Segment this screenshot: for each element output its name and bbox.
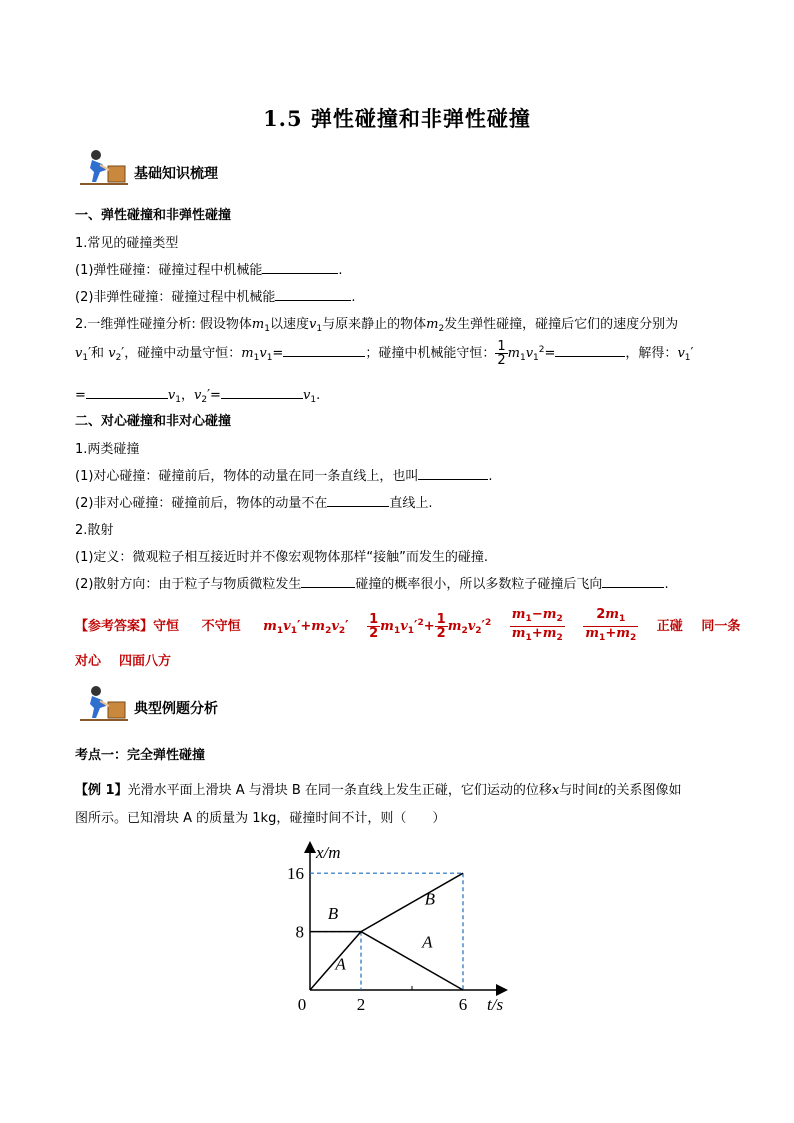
student-pushing-box-icon — [80, 684, 128, 726]
series-label-A: A — [335, 954, 346, 974]
y-tick-label: 8 — [295, 922, 304, 942]
series-line-A — [310, 932, 463, 990]
paragraph: (1)定义：微观粒子相互接近时并不像宏观物体那样“接触”而发生的碰撞. — [75, 550, 489, 565]
paragraph: (1)对心碰撞：碰撞前后，物体的动量在同一条直线上，也叫 . — [75, 469, 493, 484]
paragraph: = $v_1$，$v_2'= v_1$. — [75, 388, 321, 405]
x-axis-label: t/s — [487, 995, 504, 1014]
paragraph: 1.常见的碰撞类型 — [75, 236, 179, 251]
x-tick-label: 0 — [297, 995, 307, 1014]
xt-graph — [280, 838, 530, 1018]
series-label-A: A — [422, 932, 433, 952]
series-label-B: B — [327, 904, 339, 924]
y-axis-label: x/m — [316, 843, 341, 862]
series-label-B: B — [424, 889, 436, 909]
page-title: 1.5 弹性碰撞和非弹性碰撞 — [263, 106, 531, 131]
example-text: 【例 1】光滑水平面上滑块 A 与滑块 B 在同一条直线上发生正碰，它们运动的位移x与时间t的关系图像如 — [75, 783, 682, 798]
paragraph: (2)非对心碰撞：碰撞前后，物体的动量不在 直线上. — [75, 496, 433, 511]
paragraph: 2.散射 — [75, 523, 114, 538]
x-tick-label: 6 — [458, 995, 468, 1014]
section-heading-examples: 典型例题分析 — [134, 701, 218, 717]
paragraph: (1)弹性碰撞：碰撞过程中机械能 . — [75, 263, 343, 278]
paragraph: (2)非弹性碰撞：碰撞过程中机械能 . — [75, 290, 356, 305]
y-tick-label: 16 — [287, 864, 304, 884]
paragraph: 2.一维弹性碰撞分析: 假设物体$m_1$以速度$v_1$与原来静止的物体$m_2$发生弹性碰撞，碰撞后它们的速度分别为 — [75, 317, 679, 334]
kaodian-heading: 考点一：完全弹性碰撞 — [75, 748, 206, 763]
subheading-2: 二、对心碰撞和非对心碰撞 — [75, 414, 232, 429]
example-text: 图所示。已知滑块 A 的质量为 1kg，碰撞时间不计，则（ ） — [75, 811, 446, 826]
subheading-1: 一、弹性碰撞和非弹性碰撞 — [75, 208, 232, 223]
x-tick-label: 2 — [356, 995, 366, 1014]
section-heading-basics: 基础知识梳理 — [134, 166, 218, 182]
paragraph: 1.两类碰撞 — [75, 442, 140, 457]
student-pushing-box-icon — [80, 148, 128, 190]
paragraph: $v_1'$和 $v_2'$，碰撞中动量守恒：$m_1v_1=$ ；碰撞中机械能守恒： $\frac{1}{2}$ $m_1v_1^2=$ ，解得：$v_1'$ — [75, 339, 694, 368]
reference-answers-line2: 对心 四面八方 — [75, 654, 172, 669]
paragraph: (2)散射方向：由于粒子与物质微粒发生 碰撞的概率很小，所以多数粒子碰撞后飞向 . — [75, 577, 669, 592]
reference-answers: 【参考答案】守恒 不守恒 $m_1v_1'+m_2v_2'$ $\frac{1}{2}$ $m_1v_1'^2+$ $\frac{1}{2}$ $m_2v_2'^2$ $\frac{m_1-m_2}{m_1+m_2}$ $\frac{2m_1}{m_1+m_2}$ 正碰 同一条 — [75, 607, 741, 643]
